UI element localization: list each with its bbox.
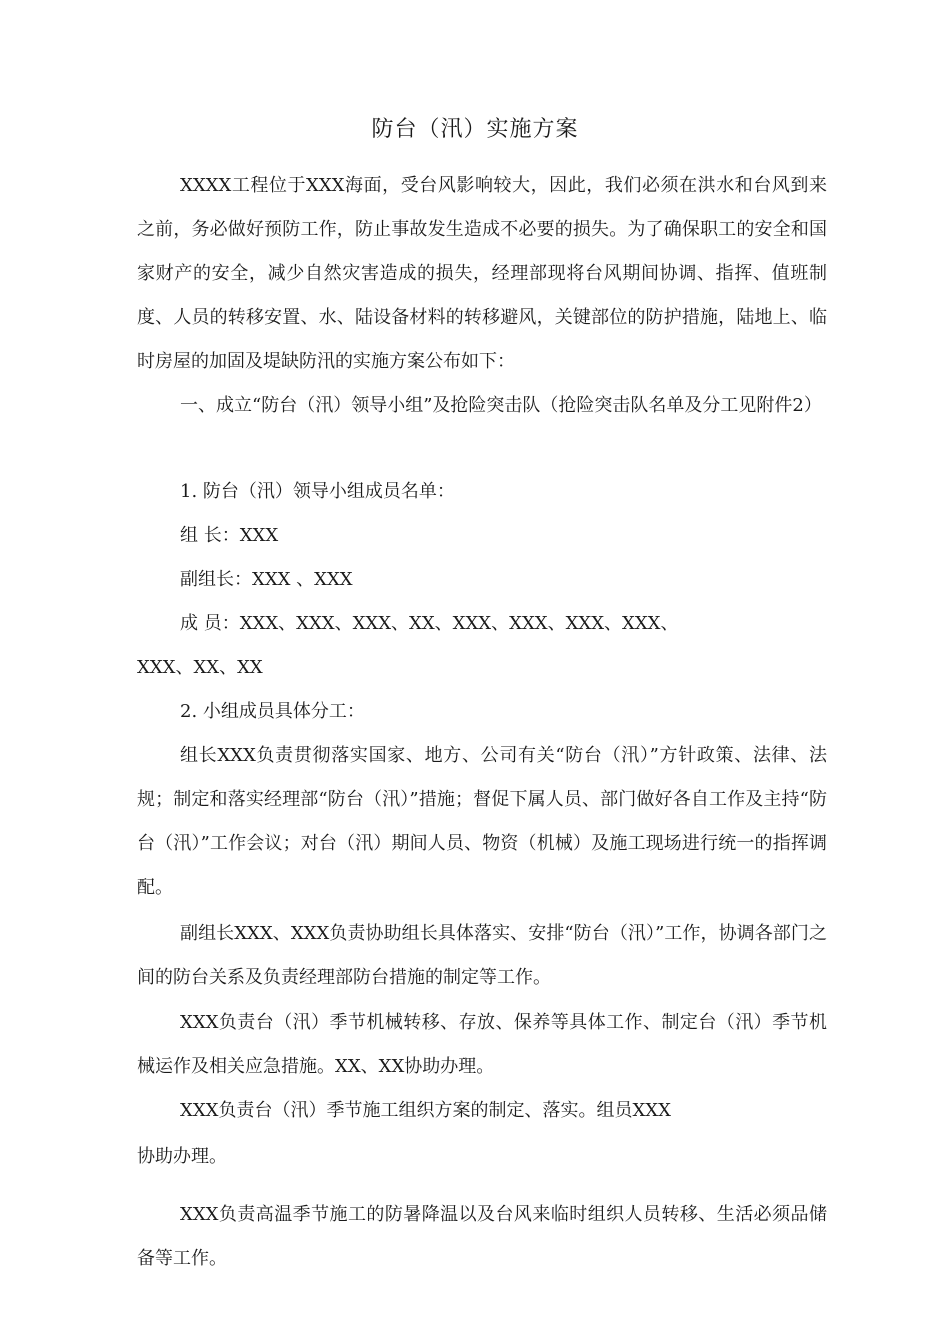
duty-leader-paragraph: 组长XXX负责贯彻落实国家、地方、公司有关“防台（汛）”方针政策、法律、法规；制定和落实经理部“防台（汛）”措施；督促下属人员、部门做好各自工作及主持“防台（汛）”工作会议；对台（汛）期间人员、物资（机械）及施工现场进行统一的指挥调配。 [137, 745, 827, 898]
duty-heat-paragraph: XXX负责高温季节施工的防暑降温以及台风来临时组织人员转移、生活必须品储备等工作。 [137, 1204, 827, 1269]
duty-construction-line-2: 协助办理。 [137, 1146, 227, 1167]
duty-construction-line-1: XXX负责台（汛）季节施工组织方案的制定、落实。组员XXX [180, 1100, 671, 1121]
item-2-heading: 2. 小组成员具体分工： [180, 701, 365, 722]
document-title: 防台（汛）实施方案 [371, 117, 579, 142]
leader-line: 组 长：XXX [180, 525, 279, 546]
duty-deputy-paragraph: 副组长XXX、XXX负责协助组长具体落实、安排“防台（汛）”工作，协调各部门之间的防台关系及负责经理部防台措施的制定等工作。 [137, 923, 827, 988]
item-1-heading: 1. 防台（汛）领导小组成员名单： [180, 481, 455, 502]
deputy-line: 副组长：XXX 、XXX [180, 569, 353, 590]
duty-machinery-paragraph: XXX负责台（汛）季节机械转移、存放、保养等具体工作、制定台（汛）季节机械运作及相关应急措施。XX、XX协助办理。 [137, 1012, 827, 1077]
intro-paragraph: XXXX工程位于XXX海面，受台风影响较大，因此，我们必须在洪水和台风到来之前，务必做好预防工作，防止事故发生造成不必要的损失。为了确保职工的安全和国家财产的安全，减少自然灾害造成的损失，经理部现将台风期间协调、指挥、值班制度、人员的转移安置、水、陆设备材料的转移避风，关键部位的防护措施，陆地上、临时房屋的加固及堤缺防汛的实施方案公布如下： [137, 175, 827, 372]
section-1-heading: 一、成立“防台（汛）领导小组”及抢险突击队（抢险突击队名单及分工见附件2） [180, 395, 822, 416]
members-line-1: 成 员：XXX、XXX、XXX、XX、XXX、XXX、XXX、XXX、 [180, 613, 679, 634]
members-line-2: XXX、XX、XX [137, 657, 263, 678]
